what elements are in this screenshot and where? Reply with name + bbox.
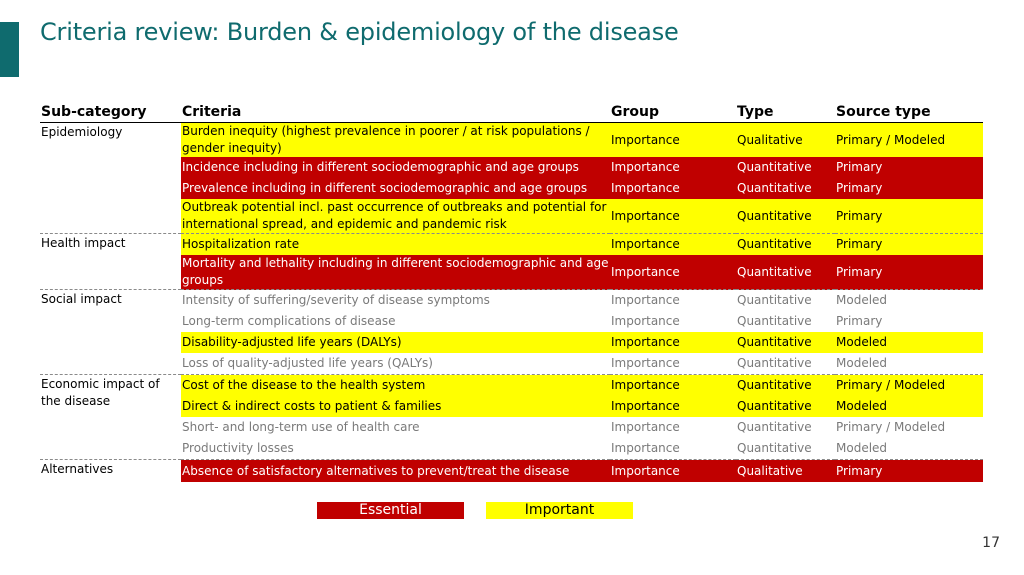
subcategory-cell: Health impact [40, 234, 181, 290]
accent-bar [0, 22, 19, 77]
source-type-cell: Modeled [835, 290, 983, 312]
source-type-cell: Primary / Modeled [836, 420, 946, 434]
legend-important: Important [486, 502, 633, 519]
criteria-cell: Hospitalization rate [181, 234, 610, 256]
source-type-cell: Primary [835, 234, 983, 256]
type-cell: Quantitative [736, 234, 835, 256]
source-type-cell: Modeled [835, 332, 983, 353]
table-row [40, 290, 983, 312]
criteria-cell: Disability-adjusted life years (DALYs) [181, 332, 610, 353]
table-row [40, 178, 983, 199]
table-row [40, 123, 983, 158]
table-row [40, 332, 983, 353]
group-cell: Importance [610, 396, 736, 417]
table-row [40, 234, 983, 256]
group-cell: Importance [610, 460, 736, 483]
group-cell: Importance [610, 178, 736, 199]
type-cell: Quantitative [736, 199, 835, 234]
group-cell: Importance [610, 255, 736, 290]
type-cell: Quantitative [736, 375, 835, 397]
criteria-table [40, 102, 983, 482]
criteria-cell: Incidence including in different sociodemographic and age groups [181, 157, 610, 178]
subcategory-cell: Epidemiology [41, 125, 123, 139]
source-type-cell: Primary / Modeled [835, 375, 983, 397]
type-cell: Quantitative [737, 441, 812, 455]
criteria-cell: Intensity of suffering/severity of disease symptoms [181, 290, 610, 312]
source-type-cell: Modeled [835, 396, 983, 417]
table-row [40, 353, 983, 375]
header-subcategory: Sub-category [40, 102, 181, 123]
subcategory-cell: Alternatives [40, 460, 181, 483]
criteria-cell: Outbreak potential incl. past occurrence of outbreaks and potential for international spread, and epidemic and pandemic risk [181, 199, 610, 234]
header-group: Group [610, 102, 736, 123]
table-row [40, 396, 983, 417]
header-criteria: Criteria [181, 102, 610, 123]
criteria-cell: Absence of satisfactory alternatives to prevent/treat the disease [181, 460, 610, 483]
type-cell: Quantitative [736, 396, 835, 417]
page-number: 17 [982, 535, 1000, 551]
criteria-cell: Loss of quality-adjusted life years (QALYs) [182, 356, 433, 370]
type-cell: Quantitative [736, 332, 835, 353]
table-row [40, 255, 983, 290]
table-row [40, 199, 983, 234]
source-type-cell: Primary [835, 460, 983, 483]
group-cell: Importance [610, 234, 736, 256]
source-type-cell: Primary [836, 314, 883, 328]
criteria-cell: Direct & indirect costs to patient & families [181, 396, 610, 417]
table-row [40, 438, 983, 460]
group-cell: Importance [611, 420, 680, 434]
table-row [40, 460, 983, 483]
group-cell: Importance [611, 356, 680, 370]
source-type-cell: Modeled [836, 356, 888, 370]
source-type-cell: Primary / Modeled [835, 123, 983, 158]
source-type-cell: Primary [835, 157, 983, 178]
criteria-cell: Cost of the disease to the health system [181, 375, 610, 397]
criteria-cell: Burden inequity (highest prevalence in poorer / at risk populations / gender inequity) [181, 123, 610, 158]
type-cell: Quantitative [737, 420, 812, 434]
group-cell: Importance [610, 123, 736, 158]
group-cell: Importance [611, 441, 680, 455]
table-row [40, 157, 983, 178]
header-type: Type [736, 102, 835, 123]
criteria-cell: Mortality and lethality including in different sociodemographic and age groups [181, 255, 610, 290]
type-cell: Quantitative [737, 314, 812, 328]
group-cell: Importance [610, 157, 736, 178]
group-cell: Importance [610, 375, 736, 397]
header-source-type: Source type [835, 102, 983, 123]
group-cell: Importance [610, 332, 736, 353]
type-cell: Quantitative [737, 356, 812, 370]
source-type-cell: Modeled [836, 441, 888, 455]
type-cell: Qualitative [736, 123, 835, 158]
criteria-cell: Prevalence including in different sociodemographic and age groups [181, 178, 610, 199]
legend-essential: Essential [317, 502, 464, 519]
table-header-row [40, 102, 983, 123]
source-type-cell: Primary [835, 255, 983, 290]
criteria-cell: Long-term complications of disease [182, 314, 396, 328]
criteria-cell: Short- and long-term use of health care [182, 420, 420, 434]
criteria-cell: Productivity losses [182, 441, 294, 455]
group-cell: Importance [610, 199, 736, 234]
page-title: Criteria review: Burden & epidemiology of the disease [40, 18, 679, 46]
source-type-cell: Primary [835, 199, 983, 234]
subcategory-cell: Social impact [40, 290, 181, 375]
type-cell: Quantitative [736, 290, 835, 312]
type-cell: Quantitative [736, 178, 835, 199]
type-cell: Qualitative [736, 460, 835, 483]
table-row [40, 375, 983, 397]
table-row [40, 417, 983, 438]
type-cell: Quantitative [736, 157, 835, 178]
table-row [40, 311, 983, 332]
subcategory-cell: Economic impact of the disease [40, 375, 181, 460]
group-cell: Importance [611, 314, 680, 328]
type-cell: Quantitative [736, 255, 835, 290]
source-type-cell: Primary [835, 178, 983, 199]
group-cell: Importance [610, 290, 736, 312]
